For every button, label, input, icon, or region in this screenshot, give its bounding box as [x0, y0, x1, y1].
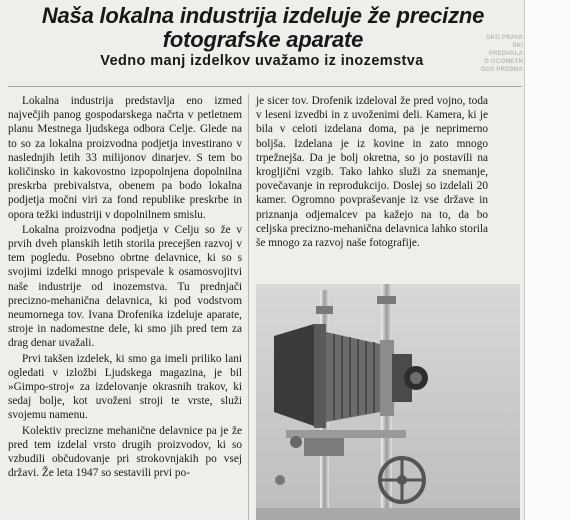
paragraph: Lokalna industrija predstavlja eno izmed največjih panog gospodarskega načrta v petletnem planu Mestnega ljudskega odbora Celje. Glede na to so za lokalna proizvodna podjetja investirano v naslednjih letih 33 milijonov dinarjev. S tem bo količinsko in kakovostno izpopolnjena dopolnilna preskrba prebivalstva, obenem pa bodo lokalna podjetja močni viri za fond republike preskrbe in opora težki industriji v dopolnilnem smislu.	[8, 95, 242, 221]
ghost-line: PREDVALA	[488, 51, 523, 57]
article-left-column	[8, 94, 242, 481]
adjacent-page-strip	[524, 0, 571, 520]
article-headline: Naša lokalna industrija izdeluje že precizne fotografske aparate	[41, 3, 485, 52]
ghost-line: D OCOMETN	[484, 59, 523, 65]
article-right-column	[256, 94, 488, 251]
column-divider	[248, 94, 249, 520]
ghost-line: DOS PREDNA	[480, 67, 523, 73]
paragraph: Lokalna proizvodna podjetja v Celju so že v prvih dveh planskih letih storila precejšen razvoj v tem pogledu. Posebno obrtne delavnice, ki so s svojimi izdelki mnogo prispevale k osamosvojitvi naše industrije od inozemstva. Tu prednjači precizno-mehanična delavnica, ki pod vodstvom neumornega tov. Ivana Drofenika izdeluje aparate, stroje in nadomestne dele, ki smo jih pred tem za drag denar uvažali.	[8, 223, 242, 350]
camera-photo	[256, 284, 520, 520]
article-subheadline: Vedno manj izdelkov uvažamo iz inozemstva	[100, 53, 424, 69]
paragraph: je sicer tov. Drofenik izdeloval že pred vojno, toda v leseni izvedbi in z uvoženimi deli. Kamera, ki je bila v celoti izdelana doma, pa je neprimerno boljša. Izdelana je iz kovine in zato mnogo trpežnejša. Da je bolj okretna, so jo postavili na krogljični vzgib. Tako lahko služi za snemanje, povečavanje in reprodukcijo. Doslej so izdelali 20 kamer. Ogromno povpraševanje iz vse države in priznanja odjemalcev pa kažejo na to, da bo celjska precizno-mehanična delavnica lahko storila še mnogo za razvoj naše fotografije.	[256, 95, 488, 250]
ghost-line: SKI	[512, 43, 523, 49]
studio-camera-photo-icon	[256, 284, 520, 520]
ghost-line: SKO PRAVA	[486, 35, 523, 41]
headline-divider	[8, 86, 522, 87]
paragraph: Kolektiv precizne mehanične delavnice pa je že pred tem izdelal vrsto drugih proizvodov, ki so vzbudili občudovanje pri strokovnjakih po vsej državi. Že leta 1947 so sestavili prvi po-	[8, 424, 242, 480]
paragraph: Prvi takšen izdelek, ki smo ga imeli priliko lani ogledati v izložbi Ljudskega magazina, je bil »Gimpo-stroj« za izdelovanje okrasnih trakov, ki sedaj bolje, kot uvoženi stroji te vrste, služi svojemu namenu.	[8, 352, 242, 422]
